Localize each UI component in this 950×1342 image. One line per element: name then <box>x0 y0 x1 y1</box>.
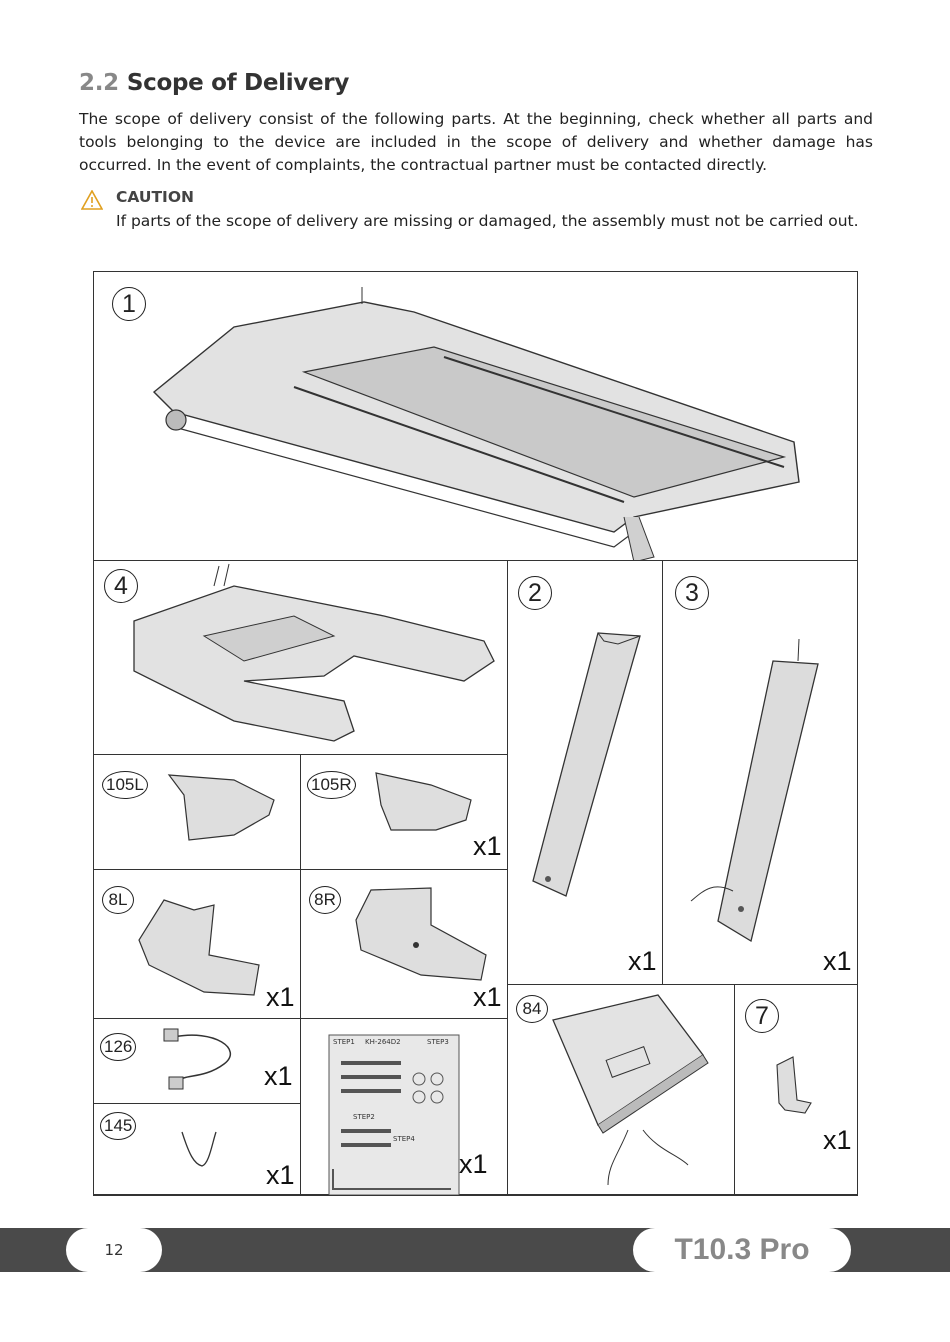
part-126-label: 126 <box>100 1033 136 1061</box>
treadmill-base-drawing <box>94 272 858 561</box>
hardware-pack-cell <box>300 1018 508 1196</box>
part-8r-qty: x1 <box>473 982 502 1012</box>
warning-icon <box>81 190 103 210</box>
part-2-label: 2 <box>518 576 552 610</box>
part-105l-label: 105L <box>102 771 148 799</box>
parts-grid <box>93 271 858 1195</box>
hardware-step1: STEP1 <box>333 1038 355 1046</box>
section-heading <box>79 70 349 96</box>
part-105-qty: x1 <box>473 831 502 861</box>
part-105r-cell <box>300 754 508 870</box>
hardware-step3: STEP3 <box>427 1038 449 1046</box>
page-number: 12 <box>66 1228 162 1272</box>
part-1-cell <box>93 271 858 561</box>
part-2-qty: x1 <box>628 946 657 976</box>
left-upright-drawing <box>508 561 663 985</box>
console-frame-drawing <box>94 561 508 755</box>
caution-text: If parts of the scope of delivery are missing or damaged, the assembly must not be carried out. <box>116 212 859 230</box>
console-display-drawing <box>508 985 735 1196</box>
hardware-pack-qty: x1 <box>459 1149 488 1179</box>
part-105l-cell <box>93 754 301 870</box>
hardware-step2: STEP2 <box>353 1113 375 1121</box>
part-8l-label: 8L <box>102 886 134 914</box>
caution-title: CAUTION <box>116 188 194 206</box>
part-1-label: 1 <box>112 287 146 321</box>
section-title: Scope of Delivery <box>126 70 350 96</box>
part-145-label: 145 <box>100 1112 136 1140</box>
part-3-label: 3 <box>675 576 709 610</box>
part-105r-label: 105R <box>307 771 356 799</box>
bracket-7-drawing <box>735 985 858 1196</box>
part-8l-qty: x1 <box>266 982 295 1012</box>
part-84-cell <box>507 984 735 1196</box>
part-8r-cell <box>300 869 508 1019</box>
part-3-cell <box>662 560 858 985</box>
part-84-label: 84 <box>516 995 548 1023</box>
cover-105l-drawing <box>94 755 301 870</box>
part-8r-label: 8R <box>309 886 341 914</box>
part-7-qty: x1 <box>823 1125 852 1155</box>
section-number: 2.2 <box>79 70 119 96</box>
part-4-cell <box>93 560 508 755</box>
part-126-qty: x1 <box>264 1061 293 1091</box>
part-7-cell <box>734 984 858 1196</box>
part-3-qty: x1 <box>823 946 852 976</box>
part-7-label: 7 <box>745 999 779 1033</box>
hardware-title: KH-264D2 <box>365 1038 401 1046</box>
part-126-cell <box>93 1018 301 1104</box>
part-8l-cell <box>93 869 301 1019</box>
part-145-qty: x1 <box>266 1160 295 1190</box>
intro-paragraph: The scope of delivery consist of the following parts. At the beginning, check whether all parts and tools belonging to the device are included in the scope of delivery and whether damage has occurred. In the event of complaints, the contractual partner must be contacted directly. <box>79 110 873 174</box>
part-2-cell <box>507 560 663 985</box>
part-145-cell <box>93 1103 301 1196</box>
hardware-step4: STEP4 <box>393 1135 415 1143</box>
model-name: T10.3 Pro <box>633 1228 851 1272</box>
right-upright-drawing <box>663 561 858 985</box>
part-4-label: 4 <box>104 569 138 603</box>
